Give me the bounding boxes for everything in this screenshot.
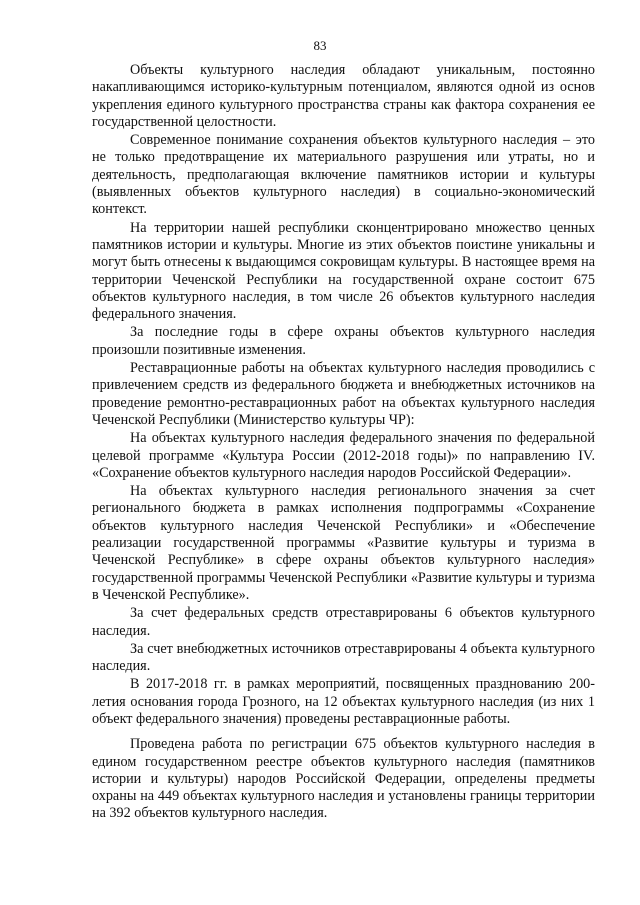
paragraph-cultural-heritage-value: Объекты культурного наследия обладают уникальным, постоянно накапливающимся историко-культурным потенциалом, являются одной из основ укрепления единого культурного пространства страны как фактора сохранения ее государственной целостности.: [92, 62, 595, 130]
paragraph-modern-understanding: Современное понимание сохранения объектов культурного наследия – это не только предотвращение их материального разрушения или утраты, но и деятельность, предполагающая включение памятников истории и культуры (выявленных объектов культурного наследия) в социально-экономический контекст.: [92, 132, 595, 218]
document-body: [92, 62, 595, 823]
paragraph-republic-monuments: На территории нашей республики сконцентрировано множество ценных памятников истории и культуры. Многие из этих объектов поистине уникальны и могут быть отнесены к выдающимся сокровищам культуры. В настоящее время на территории Чеченской Республики на государственной охране состоит 675 объектов культурного наследия, в том числе 26 объектов культурного наследия федерального значения.: [92, 219, 595, 323]
paragraph-federal-objects: На объектах культурного наследия федерального значения по федеральной целевой программе «Культура России (2012-2018 годы)» по направлению IV. «Сохранение объектов культурного наследия народов Российской Федерации».: [92, 430, 595, 481]
paragraph-extra-budgetary: За счет внебюджетных источников отреставрированы 4 объекта культурного наследия.: [92, 640, 595, 675]
paragraph-regional-objects: На объектах культурного наследия регионального значения за счет регионального бюджета в рамках исполнения подпрограммы «Сохранение объектов культурного наследия Чеченской Республики» и «Обеспечение реализации государственной программы «Развитие культуры и туризма в Чеченской Республике» в сфере охраны объектов культурного наследия» государственной программы Чеченской Республики «Развитие культуры и туризма в Чеченской Республике».: [92, 483, 595, 603]
paragraph-positive-changes: За последние годы в сфере охраны объектов культурного наследия произошли позитивные изменения.: [92, 324, 595, 358]
paragraph-registry-work: Проведена работа по регистрации 675 объектов культурного наследия в едином государственном реестре объектов культурного наследия (памятников истории и культуры) народов Российской Федерации, определены предметы охраны на 449 объектах культурного наследия и установлены границы территории на 392 объектов культурного наследия.: [92, 736, 595, 822]
page-number: 83: [313, 38, 327, 53]
paragraph-federal-funds: За счет федеральных средств отреставрированы 6 объектов культурного наследия.: [92, 605, 595, 639]
paragraph-restoration-funding: Реставрационные работы на объектах культурного наследия проводились с привлечением средств из федерального бюджета и внебюджетных источников на проведение ремонтно-реставрационных работ на объектах культурного наследия Чеченской Республики (Министерство культуры ЧР):: [92, 360, 595, 428]
paragraph-grozny-anniversary: В 2017-2018 гг. в рамках мероприятий, посвященных празднованию 200-летия основания города Грозного, на 12 объектах культурного наследия (из них 1 объект федерального значения) проведены реставрационные работы.: [92, 676, 595, 727]
